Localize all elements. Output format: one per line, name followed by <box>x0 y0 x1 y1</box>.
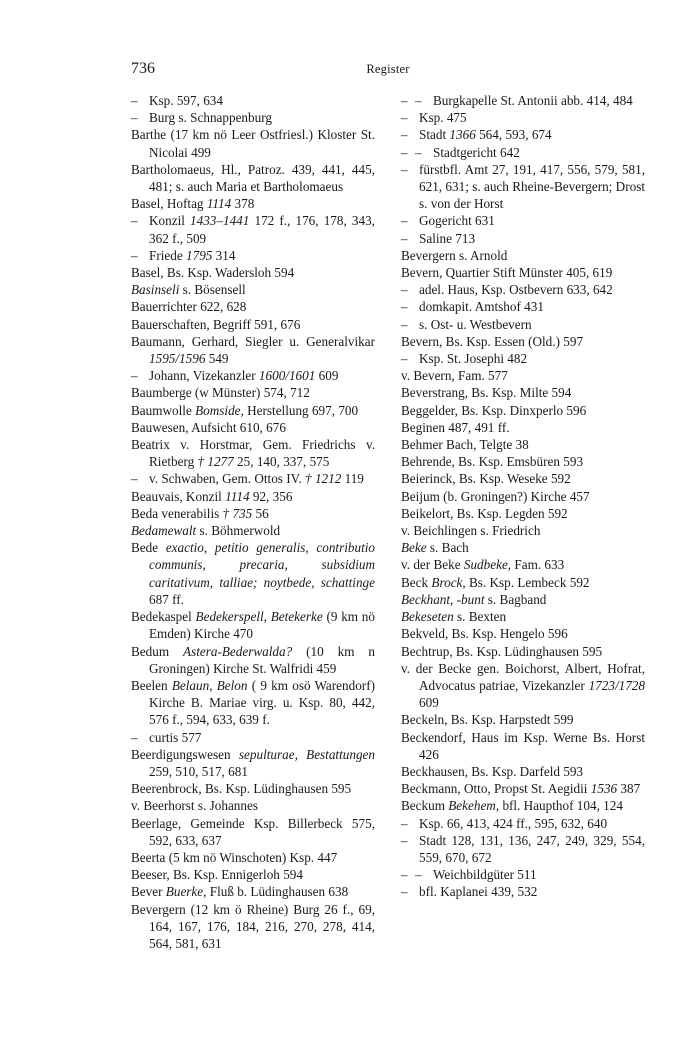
entry-text: Beckhausen, Bs. Ksp. Darfeld 593 <box>401 763 584 779</box>
entry-text: Stadtgericht 642 <box>433 144 520 160</box>
entry-text: v. Schwaben, Gem. Ottos IV. † 1212 119 <box>149 471 364 487</box>
entry-text: Beerdigungswesen sepulturae, Bestattungen 259, 510, 517, 681 <box>131 746 375 779</box>
index-entry <box>401 384 645 401</box>
entry-text: v. der Becke gen. Boichorst, Albert, Hofrat, Advocatus patriae, Vizekanzler 1723/1728 609 <box>401 660 645 711</box>
entry-text: Beatrix v. Horstmar, Gem. Friedrichs v. Rietberg † 1277 25, 140, 337, 575 <box>131 437 375 470</box>
subentry-dash: – <box>131 729 138 745</box>
index-entry <box>401 539 645 556</box>
subentry-dash: – <box>131 213 138 229</box>
index-entry <box>401 453 645 470</box>
subentry-dash: – <box>401 161 408 177</box>
entry-text: bfl. Kaplanei 439, 532 <box>419 884 538 900</box>
index-entry <box>401 488 645 505</box>
entry-text: Barthe (17 km nö Leer Ostfriesl.) Kloster St. Nicolai 499 <box>131 127 375 160</box>
entry-text: Beerenbrock, Bs. Ksp. Lüdinghausen 595 <box>131 781 352 797</box>
index-entry <box>131 298 375 315</box>
entry-text: Beke s. Bach <box>401 540 469 556</box>
index-entry <box>131 161 375 195</box>
left-column <box>131 92 375 952</box>
index-entry <box>401 729 645 763</box>
entry-text: Beijum (b. Groningen?) Kirche 457 <box>401 488 590 504</box>
index-entry <box>401 264 645 281</box>
index-entry <box>401 212 645 229</box>
subentry-dash: – <box>401 832 408 848</box>
index-entry <box>131 264 375 281</box>
index-entry <box>131 522 375 539</box>
page-number: 736 <box>131 60 155 77</box>
subentry-dash: – <box>401 351 408 367</box>
index-entry <box>401 815 645 832</box>
index-entry <box>401 109 645 126</box>
entry-text: v. Beerhorst s. Johannes <box>131 798 258 814</box>
index-entry <box>131 677 375 729</box>
index-entry <box>401 556 645 573</box>
entry-text: Bevergern (12 km ö Rheine) Burg 26 f., 69, 164, 167, 176, 184, 216, 270, 278, 414, 564, 581, 631 <box>131 901 375 951</box>
entry-text: Weichbildgüter 511 <box>433 867 537 883</box>
entry-text: Ksp. 597, 634 <box>149 93 223 108</box>
index-entry <box>131 901 375 953</box>
entry-text: Basinseli s. Bösensell <box>131 282 246 298</box>
entry-text: Bevern, Bs. Ksp. Essen (Old.) 597 <box>401 333 584 349</box>
entry-text: v. der Beke Sudbeke, Fam. 633 <box>401 557 565 573</box>
index-entry <box>131 109 375 126</box>
subentry-dash: – <box>401 815 408 831</box>
subentry-dash: – <box>401 316 408 332</box>
subentry-dash: – <box>401 110 408 126</box>
entry-text: Baumann, Gerhard, Siegler u. Generalvikar 1595/1596 549 <box>131 333 375 367</box>
right-column <box>401 92 645 901</box>
subentry-dash: – <box>131 471 138 487</box>
index-entry <box>401 625 645 642</box>
entry-text: Beginen 487, 491 ff. <box>401 419 510 435</box>
entry-text: Bauerrichter 622, 628 <box>131 299 247 315</box>
entry-text: Stadt 1366 564, 593, 674 <box>419 127 552 143</box>
index-entry <box>131 608 375 642</box>
subentry-dash: – <box>401 93 408 108</box>
running-head: Register <box>366 62 410 76</box>
index-entry <box>131 849 375 866</box>
index-entry <box>131 281 375 298</box>
subentry-dash: – <box>401 230 408 246</box>
index-entry <box>131 883 375 900</box>
page-header <box>131 60 645 82</box>
index-entry <box>401 522 645 539</box>
entry-text: Ksp. 475 <box>419 110 467 126</box>
entry-text: v. Beichlingen s. Friedrich <box>401 523 541 539</box>
index-entry <box>131 316 375 333</box>
entry-text: fürstbfl. Amt 27, 191, 417, 556, 579, 581, 621, 631; s. auch Rheine-Bevergern; Drost s. von der Horst <box>419 161 645 212</box>
index-entry <box>131 247 375 264</box>
index-entry <box>401 92 645 109</box>
entry-text: Beckmann, Otto, Propst St. Aegidii 1536 387 <box>401 781 641 797</box>
entry-text: Baumberge (w Münster) 574, 712 <box>131 385 310 401</box>
entry-text: Bauerschaften, Begriff 591, 676 <box>131 316 301 332</box>
entry-text: Stadt 128, 131, 136, 247, 249, 329, 554, 559, 670, 672 <box>419 832 645 865</box>
index-entry <box>401 144 645 161</box>
index-entry <box>401 316 645 333</box>
entry-text: Beauvais, Konzil 1114 92, 356 <box>131 488 293 504</box>
index-entry <box>401 470 645 487</box>
index-entry <box>401 333 645 350</box>
entry-text: Burg s. Schnappenburg <box>149 110 272 126</box>
index-entry <box>131 815 375 849</box>
index-entry <box>401 505 645 522</box>
subentry-dash: – <box>401 144 408 160</box>
entry-text: Basel, Bs. Ksp. Wadersloh 594 <box>131 265 295 281</box>
entry-text: Beda venerabilis † 735 56 <box>131 505 269 521</box>
index-entry <box>401 591 645 608</box>
entry-text: Bauwesen, Aufsicht 610, 676 <box>131 419 286 435</box>
entry-text: Ksp. St. Josephi 482 <box>419 351 528 367</box>
index-entry <box>131 384 375 401</box>
subentry-dash: – <box>131 247 138 263</box>
entry-text: Basel, Hoftag 1114 378 <box>131 196 255 212</box>
index-entry <box>401 608 645 625</box>
index-entry <box>401 780 645 797</box>
entry-text: Behmer Bach, Telgte 38 <box>401 437 529 453</box>
subentry-dash: – <box>401 282 408 298</box>
entry-text: Bedamewalt s. Böhmerwold <box>131 523 281 539</box>
subentry-dash: – <box>415 144 422 160</box>
entry-text: Bedum Astera-Bederwalda? (10 km n Groningen) Kirche St. Walfridi 459 <box>131 643 375 676</box>
entry-text: v. Bevern, Fam. 577 <box>401 368 508 384</box>
entry-text: Bede exactio, petitio generalis, contributio communis, precaria, subsidium caritativum, talliae; noytbede, schattinge 687 ff. <box>131 540 375 607</box>
index-entry <box>401 247 645 264</box>
entry-text: s. Ost- u. Westbevern <box>419 316 532 332</box>
entry-text: Beelen Belaun, Belon ( 9 km osö Warendorf) Kirche B. Mariae virg. u. Ksp. 80, 442, 576 f., 594, 633, 639 f. <box>131 677 375 728</box>
index-entry <box>401 797 645 814</box>
index-entry <box>401 763 645 780</box>
index-entry <box>401 161 645 213</box>
entry-text: Gogericht 631 <box>419 213 495 229</box>
index-entry <box>401 436 645 453</box>
entry-text: Bekveld, Bs. Ksp. Hengelo 596 <box>401 626 568 642</box>
index-entry <box>131 436 375 470</box>
entry-text: Beckhant, -bunt s. Bagband <box>401 591 547 607</box>
entry-text: Beckum Bekehem, bfl. Haupthof 104, 124 <box>401 798 623 814</box>
index-entry <box>131 126 375 160</box>
subentry-dash: – <box>415 93 422 108</box>
index-entry <box>401 367 645 384</box>
index-entry <box>401 419 645 436</box>
index-entry <box>131 367 375 384</box>
entry-text: Bedekaspel Bedekerspell, Betekerke (9 km nö Emden) Kirche 470 <box>131 609 375 642</box>
subentry-dash: – <box>401 867 408 883</box>
subentry-dash: – <box>131 110 138 126</box>
index-entry <box>131 729 375 746</box>
entry-text: Saline 713 <box>419 230 476 246</box>
index-entry <box>131 402 375 419</box>
subentry-dash: – <box>401 884 408 900</box>
entry-text: Bekeseten s. Bexten <box>401 609 507 625</box>
entry-text: Johann, Vizekanzler 1600/1601 609 <box>149 368 339 384</box>
subentry-dash: – <box>401 127 408 143</box>
index-entry <box>401 883 645 900</box>
entry-text: Beckendorf, Haus im Ksp. Werne Bs. Horst 426 <box>401 729 645 762</box>
entry-text: Beerlage, Gemeinde Ksp. Billerbeck 575, 592, 633, 637 <box>131 815 375 848</box>
entry-text: Bevergern s. Arnold <box>401 247 508 263</box>
index-entry <box>131 195 375 212</box>
entry-text: Bevern, Quartier Stift Münster 405, 619 <box>401 265 613 281</box>
index-entry <box>401 126 645 143</box>
subentry-dash: – <box>401 299 408 315</box>
entry-text: domkapit. Amtshof 431 <box>419 299 544 315</box>
index-entry <box>401 281 645 298</box>
index-entry <box>131 643 375 677</box>
index-entry <box>401 643 645 660</box>
entry-text: Bartholomaeus, Hl., Patroz. 439, 441, 445, 481; s. auch Maria et Bartholomaeus <box>131 161 375 195</box>
index-entry <box>131 470 375 487</box>
entry-text: curtis 577 <box>149 729 202 745</box>
entry-text: Beggelder, Bs. Ksp. Dinxperlo 596 <box>401 402 587 418</box>
index-entry <box>131 539 375 608</box>
index-entry <box>131 505 375 522</box>
entry-text: Ksp. 66, 413, 424 ff., 595, 632, 640 <box>419 815 608 831</box>
index-entry <box>401 574 645 591</box>
index-entry <box>401 402 645 419</box>
index-entry <box>131 92 375 109</box>
entry-text: Beeser, Bs. Ksp. Ennigerloh 594 <box>131 867 303 883</box>
entry-text: Burgkapelle St. Antonii abb. 414, 484 <box>433 93 633 108</box>
subentry-dash: – <box>415 867 422 883</box>
entry-text: Baumwolle Bomside, Herstellung 697, 700 <box>131 402 359 418</box>
index-entry <box>131 780 375 797</box>
subentry-dash: – <box>401 213 408 229</box>
subentry-dash: – <box>131 368 138 384</box>
entry-text: Beck Brock, Bs. Ksp. Lembeck 592 <box>401 574 590 590</box>
subentry-dash: – <box>131 93 138 108</box>
index-entry <box>401 660 645 712</box>
index-entry <box>401 230 645 247</box>
index-entry <box>131 488 375 505</box>
index-entry <box>131 333 375 367</box>
index-entry <box>131 746 375 780</box>
entry-text: Beverstrang, Bs. Ksp. Milte 594 <box>401 385 572 401</box>
index-entry <box>131 797 375 814</box>
entry-text: Beikelort, Bs. Ksp. Legden 592 <box>401 505 568 521</box>
entry-text: Beerta (5 km nö Winschoten) Ksp. 447 <box>131 849 338 865</box>
index-entry <box>401 350 645 367</box>
index-entry <box>131 866 375 883</box>
entry-text: Beckeln, Bs. Ksp. Harpstedt 599 <box>401 712 574 728</box>
entry-text: adel. Haus, Ksp. Ostbevern 633, 642 <box>419 282 613 298</box>
entry-text: Beierinck, Bs. Ksp. Weseke 592 <box>401 471 571 487</box>
entry-text: Konzil 1433–1441 172 f., 176, 178, 343, 362 f., 509 <box>149 213 375 246</box>
index-entry <box>131 212 375 246</box>
entry-text: Behrende, Bs. Ksp. Emsbüren 593 <box>401 454 584 470</box>
index-entry <box>401 711 645 728</box>
entry-text: Bechtrup, Bs. Ksp. Lüdinghausen 595 <box>401 643 603 659</box>
entry-text: Bever Buerke, Fluß b. Lüdinghausen 638 <box>131 884 349 900</box>
entry-text: Friede 1795 314 <box>149 247 236 263</box>
index-entry <box>401 298 645 315</box>
index-entry <box>401 866 645 883</box>
index-entry <box>131 419 375 436</box>
index-entry <box>401 832 645 866</box>
